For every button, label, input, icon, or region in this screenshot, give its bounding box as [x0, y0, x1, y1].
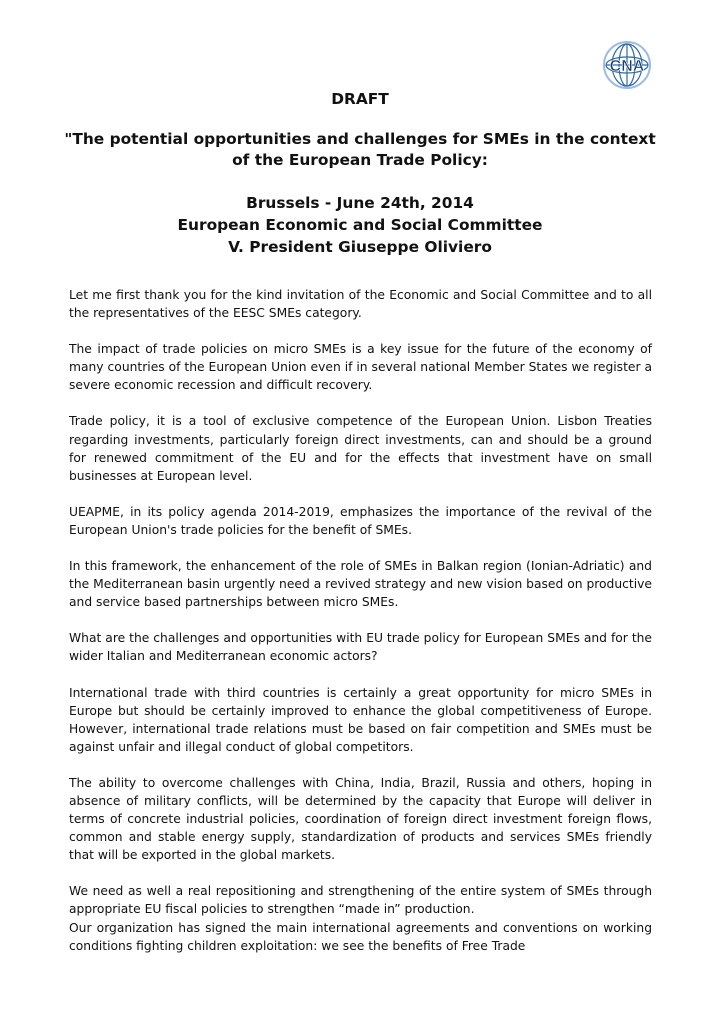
paragraph: The ability to overcome challenges with China, India, Brazil, Russia and others, hoping in absence of military conflicts, will be determined by the capacity that Europe will deliver in terms of concrete industrial policies, coordination of foreign direct investment foreign flows, common and stable energy supply, standardization of products and services SMEs friendly that will be exported in the global markets. — [69, 775, 652, 863]
draft-label: DRAFT — [331, 90, 389, 108]
event-info — [60, 192, 660, 258]
paragraph: UEAPME, in its policy agenda 2014-2019, emphasizes the importance of the revival of the European Union's trade policies for the benefit of SMEs. — [69, 504, 652, 537]
paragraph: International trade with third countries is certainly a great opportunity for micro SMEs in Europe but should be certainly improved to enhance the global competitiveness of Europe. However, international trade relations must be based on fair competition and SMEs must be against unfair and illegal conduct of global competitors. — [69, 685, 652, 754]
cna-logo — [602, 40, 652, 90]
paragraph: Trade policy, it is a tool of exclusive competence of the European Union. Lisbon Treaties regarding investments, particularly foreign direct investments, can and should be a ground for renewed commitment of the EU and for the effects that investment have on small businesses at European level. — [69, 414, 652, 483]
document-title — [60, 129, 660, 171]
logo-text: CNA — [609, 58, 645, 75]
title-line-2: of the European Trade Policy: — [232, 151, 488, 169]
paragraph: Our organization has signed the main international agreements and conventions on working conditions fighting children exploitation: we see the benefits of Free Trade — [69, 920, 652, 953]
organization-name: European Economic and Social Committee — [177, 216, 543, 234]
event-date-location: Brussels - June 24th, 2014 — [246, 194, 474, 212]
paragraph: We need as well a real repositioning and strengthening of the entire system of SMEs through appropriate EU fiscal policies to strengthen “made in” production. — [69, 884, 652, 917]
paragraph: Let me first thank you for the kind invitation of the Economic and Social Committee and to all the representatives of the EESC SMEs category. — [69, 288, 652, 321]
speech-body — [69, 286, 652, 955]
speaker-name: V. President Giuseppe Oliviero — [228, 238, 492, 256]
paragraph: The impact of trade policies on micro SMEs is a key issue for the future of the economy of many countries of the European Union even if in several national Member States we register a severe economic recession and difficult recovery. — [69, 342, 652, 393]
paragraph: In this framework, the enhancement of the role of SMEs in Balkan region (Ionian-Adriatic) and the Mediterranean basin urgently need a revived strategy and new vision based on productive and service based partnerships between micro SMEs. — [69, 559, 652, 610]
title-line-1: "The potential opportunities and challenges for SMEs in the context — [64, 130, 656, 148]
paragraph: What are the challenges and opportunities with EU trade policy for European SMEs and for the wider Italian and Mediterranean economic actors? — [69, 631, 652, 664]
